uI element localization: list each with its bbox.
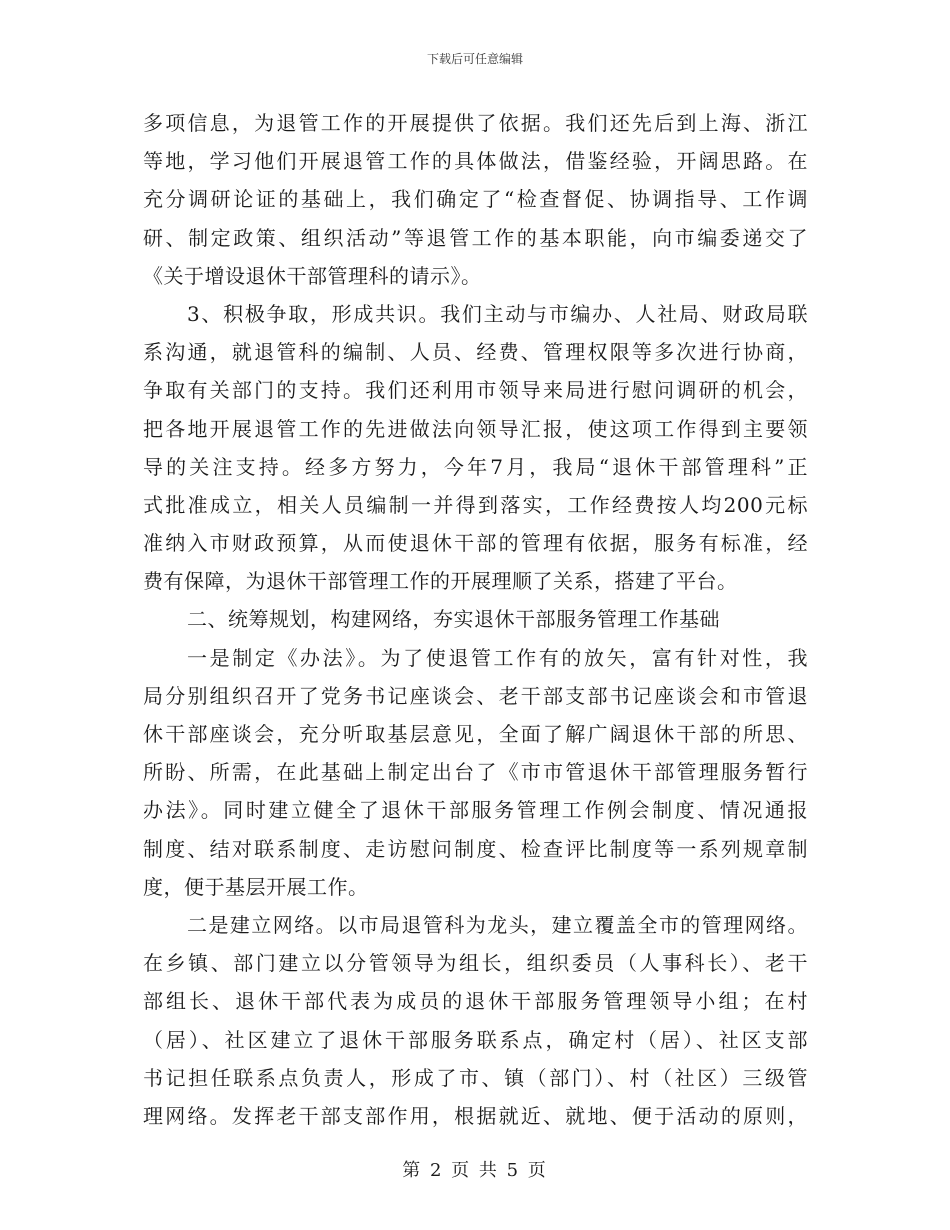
text-line: 研、制定政策、组织活动”等退管工作的基本职能，向市编委递交了	[143, 225, 808, 250]
text-line: 多项信息，为退管工作的开展提供了依据。我们还先后到上海、浙江	[143, 111, 808, 135]
text-line: 系沟通，就退管科的编制、人员、经费、管理权限等多次进行协商，	[143, 340, 808, 365]
text-line: 准纳入市财政预算，从而使退休干部的管理有依据，服务有标准，经	[143, 531, 808, 556]
text-line: 所盼、所需，在此基础上制定出台了《市市管退休干部管理服务暂行	[143, 760, 808, 785]
text-line: 制度、结对联系制度、走访慰问制度、检查评比制度等一系列规章制	[143, 836, 808, 861]
text-line: 把各地开展退管工作的先进做法向领导汇报，使这项工作得到主要领	[143, 416, 808, 441]
text-line: 充分调研论证的基础上，我们确定了“检查督促、协调指导、工作调	[143, 187, 808, 212]
text-line: 二、统筹规划，构建网络，夯实退休干部服务管理工作基础	[187, 607, 720, 632]
text-line: 办法》。同时建立健全了退休干部服务管理工作例会制度、情况通报	[143, 798, 808, 823]
text-line: 局分别组织召开了党务书记座谈会、老干部支部书记座谈会和市管退	[143, 683, 808, 708]
text-line: （居）、社区建立了退休干部服务联系点，确定村（居）、社区支部	[143, 1027, 808, 1052]
text-line: 式批准成立，相关人员编制一并得到落实，工作经费按人均200元标	[143, 492, 808, 517]
text-line: 书记担任联系点负责人，形成了市、镇（部门）、村（社区）三级管	[143, 1065, 808, 1090]
text-line: 二是建立网络。以市局退管科为龙头，建立覆盖全市的管理网络。	[187, 912, 808, 937]
text-line: 理网络。发挥老干部支部作用，根据就近、就地、便于活动的原则，	[143, 1103, 808, 1128]
text-line: 休干部座谈会，充分听取基层意见，全面了解广阔退休干部的所思、	[143, 722, 808, 746]
text-line: 争取有关部门的支持。我们还利用市领导来局进行慰问调研的机会，	[143, 378, 808, 403]
text-line: 一是制定《办法》。为了使退管工作有的放矢，富有针对性，我	[187, 645, 808, 670]
text-line: 部组长、退休干部代表为成员的退休干部服务管理领导小组；在村	[143, 989, 808, 1014]
text-line: 费有保障，为退休干部管理工作的开展理顺了关系，搭建了平台。	[143, 569, 738, 594]
text-line: 《关于增设退休干部管理科的请示》。	[143, 263, 482, 288]
document-body	[143, 104, 808, 1135]
text-line: 等地，学习他们开展退管工作的具体做法，借鉴经验，开阔思路。在	[143, 149, 808, 174]
text-line: 在乡镇、部门建立以分管领导为组长，组织委员（人事科长）、老干	[143, 951, 808, 976]
text-line: 导的关注支持。经多方努力，今年7月，我局“退休干部管理科”正	[143, 454, 808, 479]
text-line: 3、积极争取，形成共识。我们主动与市编办、人社局、财政局联	[187, 301, 808, 326]
text-line: 度，便于基层开展工作。	[143, 874, 369, 899]
page-footer: 第 2 页 共 5 页	[402, 1160, 548, 1181]
page-header: 下载后可任意编辑	[426, 52, 523, 66]
